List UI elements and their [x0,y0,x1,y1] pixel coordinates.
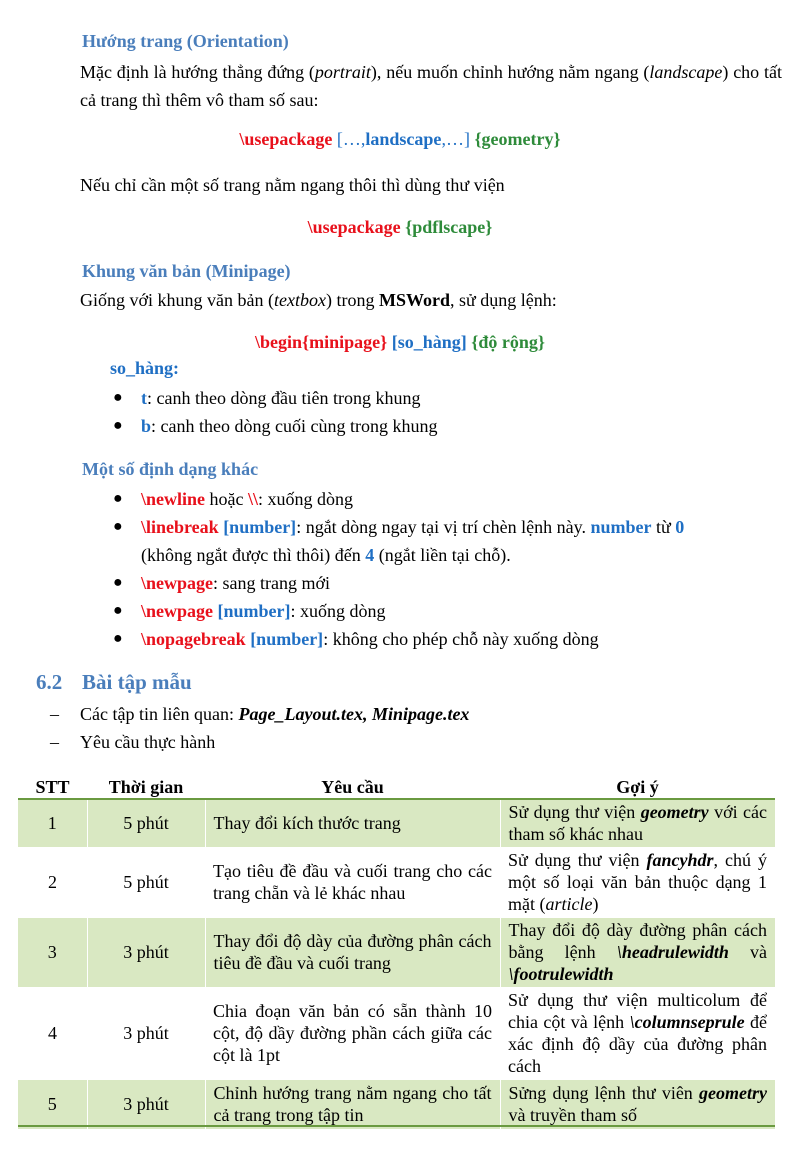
column-header: Yêu cầu [205,772,500,799]
text: Sửng dụng lệnh thư viên [508,1083,700,1104]
text: Thay đổi độ dày đường phân cách bằng lệnh [508,920,767,962]
msword-term: MSWord [378,290,450,310]
cell-time: 5 phút [87,847,205,917]
heading-orientation: Hướng trang (Orientation) [82,31,289,51]
bullet-icon: ● [113,389,123,406]
text: ) cho tất cả trang thì thêm vô tham số sau: [80,62,782,110]
text: , chú ý một số loại văn bản thuộc dạng 1 mặt ( [508,850,767,914]
cell-stt: 1 [18,799,87,847]
bullet-icon: ● [113,574,123,591]
arg: [number] [218,517,297,537]
text: Giống với khung văn bản ( [80,290,274,310]
text: ), nếu muốn chỉnh hướng nằm ngang ( [370,62,650,82]
cell-stt: 2 [18,847,87,917]
table-row [18,847,775,917]
cell-requirement: Chia đoạn văn bản có sẵn thành 10 cột, độ dầy đường phần cách giữa các cột là 1pt [205,987,500,1079]
bullet-icon: ● [113,630,123,647]
text: và [728,942,767,962]
code-option: landscape [365,129,442,149]
code-command: \begin{minipage} [255,332,388,352]
cell-time: 3 phút [87,987,205,1079]
text: từ [651,517,676,537]
text: , sử dụng lệnh: [450,290,557,310]
term: article [545,894,593,914]
option-desc: : canh theo dòng đầu tiên trong khung [147,388,421,408]
exercise-table [18,772,775,1129]
text: Sử dụng thư viện [508,802,641,823]
heading-minipage: Khung văn bản (Minipage) [82,261,291,281]
text: Sử dụng thư viện [508,850,647,870]
option-desc: : canh theo dòng cuối cùng trong khung [151,416,438,436]
cmd: \linebreak [141,517,219,537]
bullet-icon: ● [113,602,123,619]
table-row [18,917,775,987]
orientation-paragraph [80,58,782,114]
column-header: STT [18,772,87,799]
file-names: Page_Layout.tex, Minipage.tex [238,704,470,724]
text: : không cho phép chỗ này xuống dòng [323,629,599,649]
cell-requirement: Thay đổi độ dày của đường phân cách tiêu đề đầu và cuối trang [205,917,500,987]
cell-stt: 5 [18,1079,87,1129]
section-number: 6.2 [36,670,63,694]
text: (ngắt liền tại chỗ). [374,545,511,565]
bullet-icon: ● [113,417,123,434]
text: : sang trang mới [213,573,330,593]
cell-hint [500,987,775,1079]
dash-icon: – [50,732,59,752]
cell-requirement: Tạo tiêu đề đầu và cuối trang cho các trang chẵn và lẻ khác nhau [205,847,500,917]
dash-icon: – [50,704,59,724]
cell-hint [500,1079,775,1129]
heading-other-formats: Một số định dạng khác [82,459,259,479]
text: và truyền tham số [508,1105,637,1126]
text: để xác định độ dầy của đường phân cách [508,1012,767,1076]
bullet-icon: ● [113,490,123,507]
code-usepackage-geometry [0,129,800,150]
cmd: \newline [141,489,206,509]
code-arg: [so_hàng] [387,332,467,352]
text: với các tham số khác nhau [508,802,767,845]
term: number [590,517,652,537]
so-hang-label: so_hàng: [110,358,180,378]
landscape-term: landscape [649,62,723,82]
text: ) [592,894,599,914]
section-heading [36,670,192,695]
term: 4 [365,545,375,565]
cell-hint [500,917,775,987]
cmd: \newpage [141,601,213,621]
table-bottom-rule [18,1125,775,1127]
minipage-paragraph [80,286,782,314]
text: hoặc [205,489,248,509]
code-bracket: ,…] [441,129,470,149]
text: : ngắt dòng ngay tại vị trí chèn lệnh này. [296,517,591,537]
table-row [18,799,775,847]
table-row [18,1079,775,1129]
term: \headrulewidth [616,942,729,962]
code-command: \usepackage [307,217,401,237]
text: Sử dụng thư viện multicolum để chia cột và lệnh [508,990,767,1032]
text: Các tập tin liên quan: [80,704,239,724]
cmd: \\ [248,489,259,509]
arg: [number] [245,629,324,649]
term: 0 [675,517,685,537]
code-bracket: […, [332,129,366,149]
column-header: Gợi ý [500,772,775,799]
column-header: Thời gian [87,772,205,799]
term: geometry [699,1083,767,1104]
bullet-icon: ● [113,518,123,535]
text: : xuống dòng [258,489,354,509]
text: Mặc định là hướng thẳng đứng ( [80,62,315,82]
cell-hint [500,847,775,917]
code-command: \usepackage [239,129,333,149]
cell-stt: 4 [18,987,87,1079]
cell-time: 5 phút [87,799,205,847]
term: \footrulewidth [508,964,614,984]
code-package: {pdflscape} [400,217,493,237]
cmd: \nopagebreak [141,629,246,649]
cell-time: 3 phút [87,1079,205,1129]
term: geometry [640,802,709,823]
cell-requirement: Chỉnh hướng trang nằm ngang cho tất cả trang trong tập tin [205,1079,500,1129]
term: \columnseprule [629,1012,745,1032]
code-usepackage-pdflscape [0,217,800,238]
arg: [number] [213,601,291,621]
option-key: t [141,388,147,408]
textbox-term: textbox [274,290,326,310]
text: (không ngắt được thì thôi) đến [141,545,366,565]
code-begin-minipage [0,332,800,353]
code-arg: {độ rộng} [466,332,545,352]
cell-stt: 3 [18,917,87,987]
cell-requirement: Thay đổi kích thước trang [205,799,500,847]
cell-hint [500,799,775,847]
cell-time: 3 phút [87,917,205,987]
term: fancyhdr [646,850,714,870]
table-row [18,987,775,1079]
cmd: \newpage [141,573,213,593]
portrait-term: portrait [314,62,371,82]
code-package: {geometry} [469,129,561,149]
option-key: b [141,416,152,436]
text: Yêu cầu thực hành [80,732,216,752]
text: : xuống dòng [290,601,386,621]
pdflscape-paragraph: Nếu chỉ cần một số trang nằm ngang thôi thì dùng thư viện [80,175,505,195]
section-title: Bài tập mẫu [82,670,192,694]
text: ) trong [325,290,379,310]
